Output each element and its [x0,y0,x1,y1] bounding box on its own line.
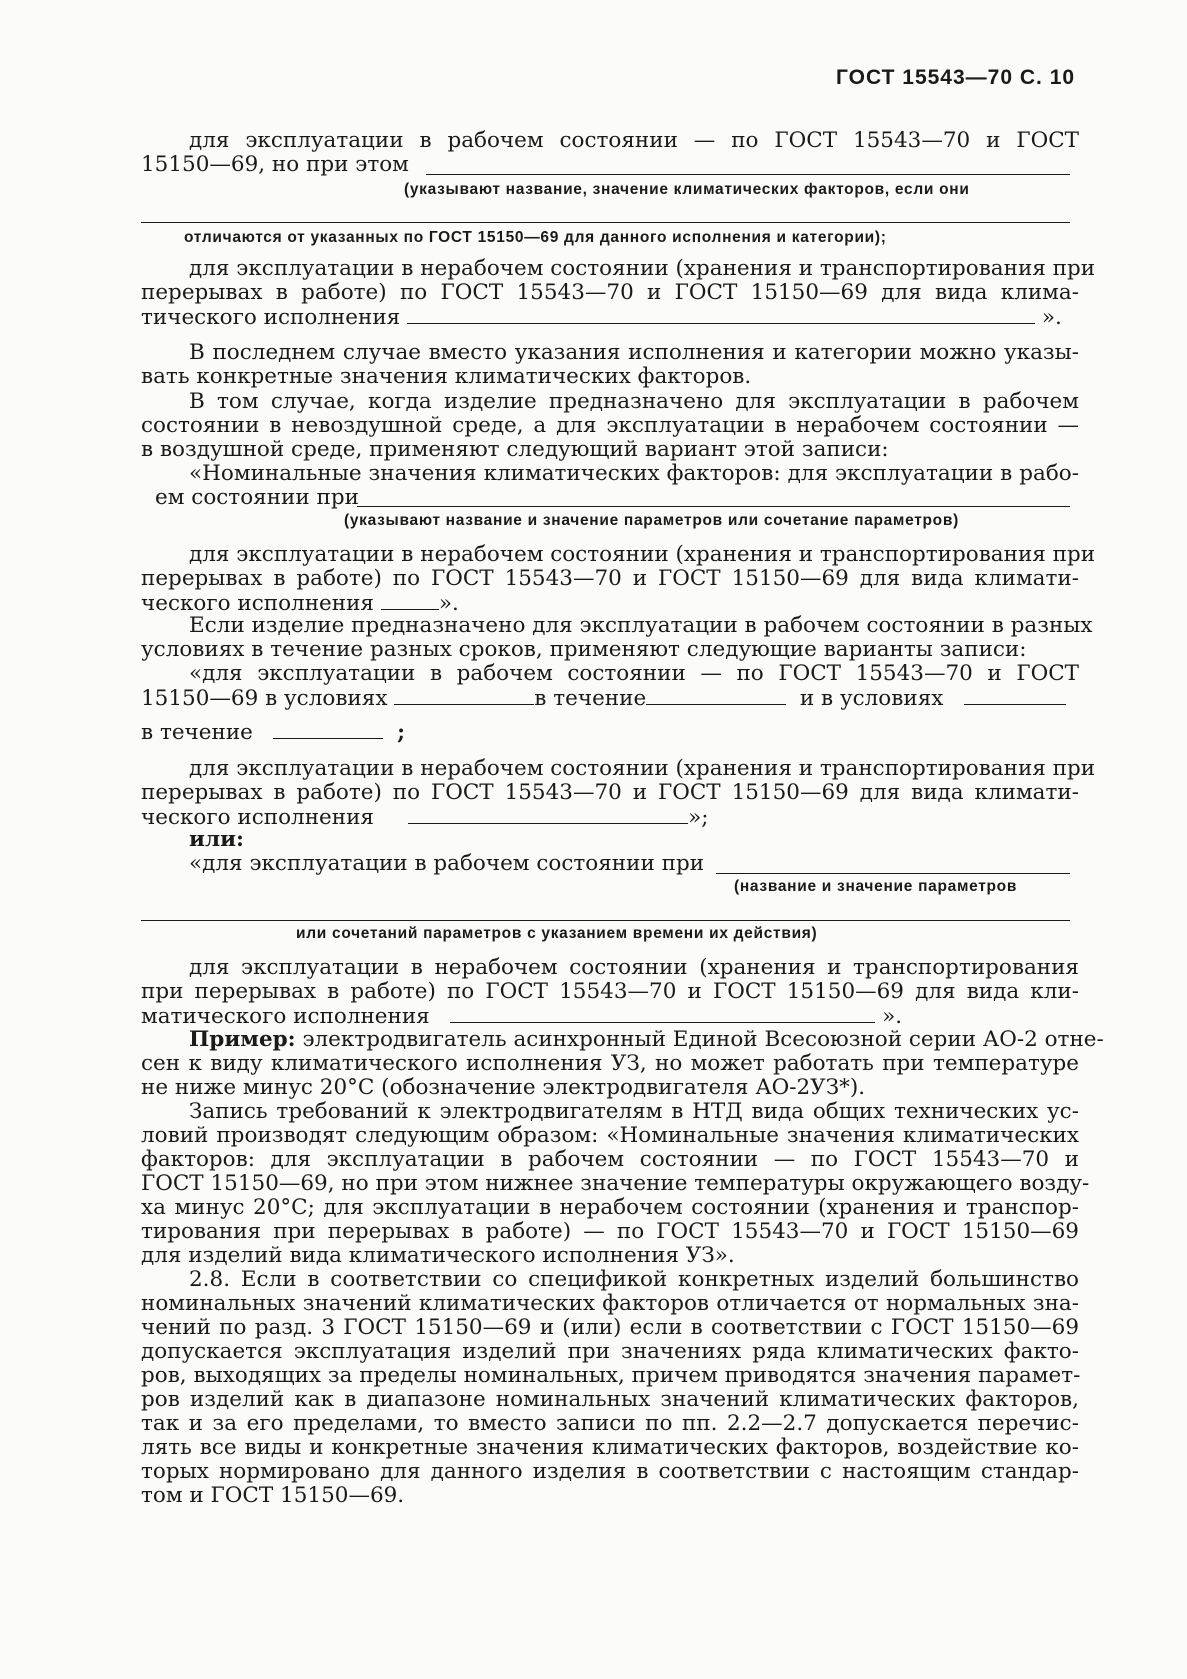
fill-in-blank [646,686,786,705]
fill-in-blank [407,305,1035,324]
text-line: вать конкретные значения климатических факторов. [141,364,752,389]
text-line: Запись требований к электродвигателям в НТД вида общих технических ус- [189,1099,1079,1124]
fill-in-blank [141,920,1070,921]
text-line: перерывах в работе) по ГОСТ 15543—70 и ГОСТ 15150—69 для вида клима- [141,280,1079,305]
text-line: для эксплуатации в нерабочем состоянии (хранения и транспортирования при [189,542,1096,567]
text-line: тирования при перерывах в работе) — по ГОСТ 15543—70 и ГОСТ 15150—69 [141,1219,1079,1244]
text-line: В том случае, когда изделие предназначено для эксплуатации в рабочем [189,389,1079,414]
text-line: в течение ; [141,720,406,745]
text-line: факторов: для эксплуатации в рабочем состоянии — по ГОСТ 15543—70 и [141,1147,1079,1172]
fill-in-blank [141,222,1070,223]
text-line: сен к виду климатического исполнения УЗ, но может работать при температуре [141,1051,1079,1076]
fill-in-blank [408,805,688,824]
field-caption: или сочетаний параметров с указанием времени их действия) [296,925,818,942]
text-line: чений по разд. 3 ГОСТ 15150—69 и (или) если в соответствии с ГОСТ 15150—69 [141,1315,1079,1340]
text-line: том и ГОСТ 15150—69. [141,1483,405,1508]
field-caption: (указывают название и значение параметров или сочетание параметров) [344,512,959,529]
fill-in-blank [394,686,534,705]
text-line: ческого исполнения ». [141,591,459,616]
text-line: ров, выходящих за пределы номинальных, причем приводятся значения парамет- [141,1363,1081,1388]
text-line: В последнем случае вместо указания исполнения и категории можно указы- [189,340,1079,365]
fill-in-blank [716,873,1070,874]
fill-in-blank [381,591,439,610]
text-line: условиях в течение разных сроков, применяют следующие варианты записи: [141,637,1027,662]
text-line: «для эксплуатации в рабочем состоянии — по ГОСТ 15543—70 и ГОСТ [189,661,1079,686]
text-line: матического исполнения ». [141,1004,903,1029]
page-header: ГОСТ 15543—70 С. 10 [836,66,1076,89]
text-line: ров изделий как в диапазоне номинальных значений климатических факторов, [141,1387,1079,1412]
text-line: «для эксплуатации в рабочем состоянии при [189,851,705,876]
text-line: 15150—69 в условиях в течение и в условиях [141,686,1079,711]
field-caption: (название и значение параметров [734,878,1018,895]
text-line: тического исполнения ». [141,305,1062,330]
text-line: 2.8. Если в соответствии со спецификой конкретных изделий большинство [189,1267,1079,1292]
text-line: ГОСТ 15150—69, но при этом нижнее значение температуры окружающего возду- [141,1171,1090,1196]
text-line: Пример: электродвигатель асинхронный Единой Всесоюзной серии АО-2 отне- [189,1027,1104,1052]
fill-in-blank [426,174,1070,175]
text-line: для эксплуатации в нерабочем состоянии (хранения и транспортирования при [189,256,1096,281]
text-line: состоянии в невоздушной среде, а для эксплуатации в нерабочем состоянии — [141,413,1079,438]
text-line: номинальных значений климатических факторов отличается от нормальных зна- [141,1291,1079,1316]
text-line: перерывах в работе) по ГОСТ 15543—70 и ГОСТ 15150—69 для вида климати- [141,780,1079,805]
text-line: для эксплуатации в рабочем состоянии — по ГОСТ 15543—70 и ГОСТ [189,128,1079,153]
text-line: так и за его пределами, то вместо записи по пп. 2.2—2.7 допускается перечис- [141,1411,1079,1436]
text-line: ем состоянии при [155,485,359,510]
fill-in-blank [450,1004,875,1023]
fill-in-blank [357,506,1070,507]
text-line: ха минус 20°С; для эксплуатации в нерабочем состоянии (хранения и транспор- [141,1195,1079,1220]
text-line: лять все виды и конкретные значения климатических факторов, воздействие ко- [141,1435,1079,1460]
text-line: ловий производят следующим образом: «Номинальные значения климатических [141,1123,1079,1148]
text-line: 15150—69, но при этом [141,152,409,177]
field-caption: (указывают название, значение климатических факторов, если они [404,181,970,198]
text-line: Если изделие предназначено для эксплуатации в рабочем состоянии в разных [189,613,1093,638]
text-line: для эксплуатации в нерабочем состоянии (хранения и транспортирования [189,955,1079,980]
text-line: для изделий вида климатического исполнения УЗ». [141,1243,735,1268]
text-line: «Номинальные значения климатических факторов: для эксплуатации в рабо- [189,461,1079,486]
field-caption: отличаются от указанных по ГОСТ 15150—69 для данного исполнения и категории); [184,229,887,246]
fill-in-blank [273,720,383,739]
text-line: ческого исполнения »; [141,805,709,830]
text-line: торых нормировано для данного изделия в соответствии с настоящим стандар- [141,1459,1079,1484]
text-line: при перерывах в работе) по ГОСТ 15543—70 и ГОСТ 15150—69 для вида кли- [141,979,1079,1004]
text-line: или: [189,827,244,852]
text-line: перерывах в работе) по ГОСТ 15543—70 и ГОСТ 15150—69 для вида климати- [141,566,1079,591]
text-line: для эксплуатации в нерабочем состоянии (хранения и транспортирования при [189,756,1096,781]
fill-in-blank [964,686,1066,705]
text-line: допускается эксплуатация изделий при значениях ряда климатических факто- [141,1339,1079,1364]
text-line: не ниже минус 20°С (обозначение электродвигателя АО-2УЗ*). [141,1075,866,1100]
text-line: в воздушной среде, применяют следующий вариант этой записи: [141,437,889,462]
